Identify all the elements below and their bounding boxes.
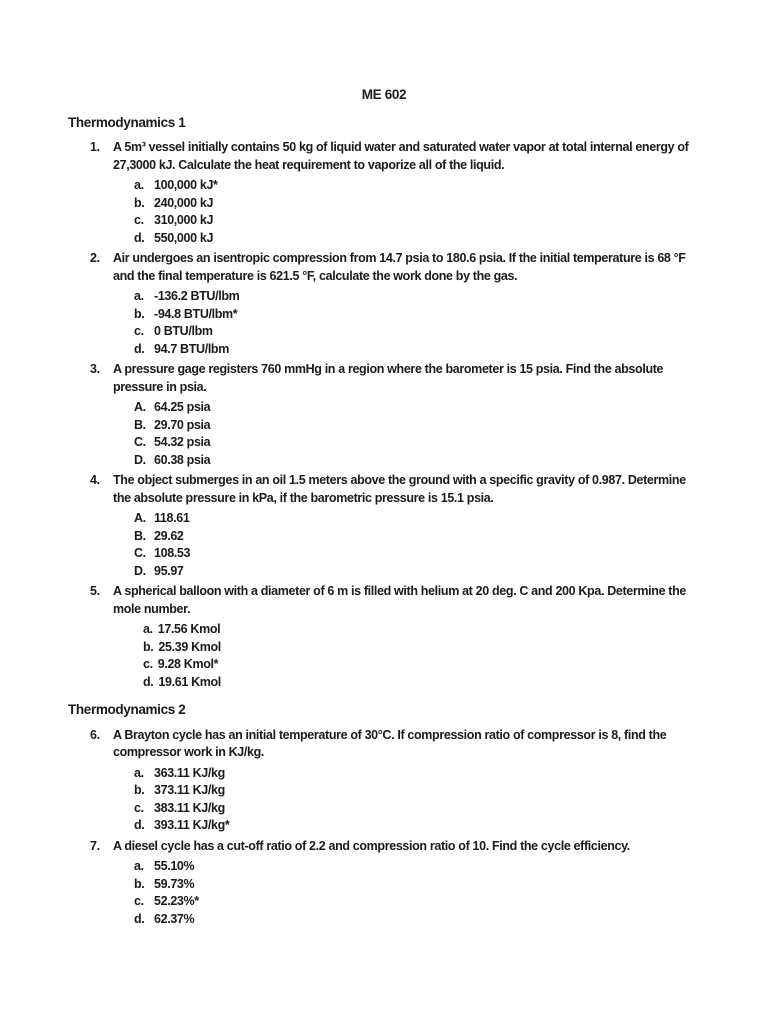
option xyxy=(134,399,768,417)
option-label: a. xyxy=(134,765,144,780)
option-label: c. xyxy=(134,213,144,227)
options-list xyxy=(134,765,768,835)
option xyxy=(134,434,768,452)
option-text: 310,000 kJ xyxy=(154,213,214,227)
option-text: -136.2 BTU/lbm xyxy=(154,289,240,303)
option-label: c. xyxy=(134,800,144,815)
option-label: C. xyxy=(134,435,146,449)
option-label: b. xyxy=(134,306,145,321)
option xyxy=(134,288,768,306)
option-text: 383.11 KJ/kg xyxy=(154,800,225,815)
option-text: 373.11 KJ/kg xyxy=(154,783,225,797)
option xyxy=(134,452,768,470)
option xyxy=(143,656,768,674)
options-list xyxy=(134,177,768,247)
option-text: 550,000 kJ xyxy=(154,230,214,245)
option-label: A. xyxy=(134,511,146,525)
option xyxy=(143,621,768,639)
option-label: d. xyxy=(134,341,145,356)
question-text: Air undergoes an isentropic compression from 14.7 psia to 180.6 psia. If the initial temperature is 68 °F and the final temperature is 621.5 °F, calculate the work done by the gas. xyxy=(113,251,686,283)
option-text: 108.53 xyxy=(154,546,191,560)
option xyxy=(134,911,768,929)
option-label: D. xyxy=(134,452,146,467)
option-label: d. xyxy=(143,674,154,689)
option-label: b. xyxy=(143,639,154,654)
question-number: 2. xyxy=(90,251,100,265)
option-text: 29.70 psia xyxy=(154,417,211,432)
option-label: d. xyxy=(134,818,145,832)
option-text: 240,000 kJ xyxy=(154,195,214,210)
section-heading: Thermodynamics 1 xyxy=(68,114,186,130)
option-text: 29.62 xyxy=(154,528,184,543)
question-text: The object submerges in an oil 1.5 meters above the ground with a specific gravity of 0.987. Determine the absolute pressure in kPa, if the barometric pressure is 15.1 psia. xyxy=(113,473,686,505)
option-label: d. xyxy=(134,230,145,245)
question-number: 5. xyxy=(90,584,100,598)
option xyxy=(134,817,768,835)
option xyxy=(134,765,768,783)
option-text: 54.32 psia xyxy=(154,435,211,449)
question-number: 4. xyxy=(90,473,100,487)
option-label: a. xyxy=(143,622,153,636)
option-text: 52.23%* xyxy=(154,894,199,908)
option-text: 100,000 kJ* xyxy=(154,178,218,192)
option-label: c. xyxy=(143,657,153,671)
option-label: D. xyxy=(134,563,146,578)
option-label: d. xyxy=(134,911,145,926)
option-text: 9.28 Kmol* xyxy=(157,657,219,671)
question-text: A 5m³ vessel initially contains 50 kg of liquid water and saturated water vapor at total internal energy of 27,3000 kJ. Calculate the heat requirement to vaporize all of the liquid. xyxy=(113,140,689,172)
option-text: 25.39 Kmol xyxy=(158,639,221,654)
option-label: a. xyxy=(134,859,144,873)
option-label: b. xyxy=(134,783,145,797)
option xyxy=(134,858,768,876)
option-text: 393.11 KJ/kg* xyxy=(154,818,230,832)
option xyxy=(134,893,768,911)
option-text: 64.25 psia xyxy=(154,400,211,414)
option xyxy=(134,323,768,341)
option-label: B. xyxy=(134,528,146,543)
option xyxy=(143,639,768,657)
option xyxy=(134,876,768,894)
options-list xyxy=(134,399,768,469)
option xyxy=(134,195,768,213)
question xyxy=(90,361,702,396)
question xyxy=(90,727,702,762)
option-text: 62.37% xyxy=(154,911,195,926)
option xyxy=(134,510,768,528)
option xyxy=(134,782,768,800)
option-label: c. xyxy=(134,894,144,908)
option-text: 55.10% xyxy=(154,859,195,873)
question xyxy=(90,250,702,285)
document-body xyxy=(0,114,768,929)
question-text: A diesel cycle has a cut-off ratio of 2.2 and compression ratio of 10. Find the cycle efficiency. xyxy=(113,838,630,853)
options-list xyxy=(134,288,768,358)
options-list xyxy=(134,510,768,580)
option xyxy=(134,545,768,563)
option xyxy=(143,674,768,692)
option xyxy=(134,230,768,248)
section-heading: Thermodynamics 2 xyxy=(68,702,186,717)
option xyxy=(134,528,768,546)
question-number: 6. xyxy=(90,727,100,742)
question-text: A Brayton cycle has an initial temperature of 30°C. If compression ratio of compressor is 8, find the compressor work in KJ/kg. xyxy=(113,727,667,759)
option-text: 60.38 psia xyxy=(154,452,211,467)
option xyxy=(134,177,768,195)
option xyxy=(134,563,768,581)
question xyxy=(90,472,702,507)
option-text: 94.7 BTU/lbm xyxy=(154,341,229,356)
option-label: a. xyxy=(134,289,144,303)
option-label: A. xyxy=(134,400,146,414)
option xyxy=(134,341,768,359)
option-text: -94.8 BTU/lbm* xyxy=(154,306,238,321)
question-number: 3. xyxy=(90,362,100,376)
question xyxy=(90,139,702,174)
option-text: 118.61 xyxy=(154,511,190,525)
question-text: A spherical balloon with a diameter of 6 m is filled with helium at 20 deg. C and 200 Kpa. Determine the mole number. xyxy=(113,584,687,616)
option-label: b. xyxy=(134,876,145,891)
question-text: A pressure gage registers 760 mmHg in a region where the barometer is 15 psia. Find the absolute pressure in psia. xyxy=(113,362,664,394)
question-number: 7. xyxy=(90,838,100,853)
options-list xyxy=(134,858,768,928)
option-text: 59.73% xyxy=(154,876,195,891)
option-text: 0 BTU/lbm xyxy=(154,324,213,338)
option-label: c. xyxy=(134,324,144,338)
document-title: ME 602 xyxy=(361,87,407,102)
option-label: B. xyxy=(134,417,146,432)
question xyxy=(90,583,702,618)
option xyxy=(134,800,768,818)
option-text: 95.97 xyxy=(154,563,184,578)
option-label: b. xyxy=(134,195,145,210)
option-label: a. xyxy=(134,178,144,192)
option xyxy=(134,306,768,324)
question xyxy=(90,838,702,856)
option-text: 17.56 Kmol xyxy=(157,622,221,636)
option-text: 19.61 Kmol xyxy=(158,674,221,689)
question-number: 1. xyxy=(90,140,100,154)
option xyxy=(134,417,768,435)
option xyxy=(134,212,768,230)
option-label: C. xyxy=(134,546,146,560)
option-text: 363.11 KJ/kg xyxy=(154,765,225,780)
options-list xyxy=(143,621,768,691)
